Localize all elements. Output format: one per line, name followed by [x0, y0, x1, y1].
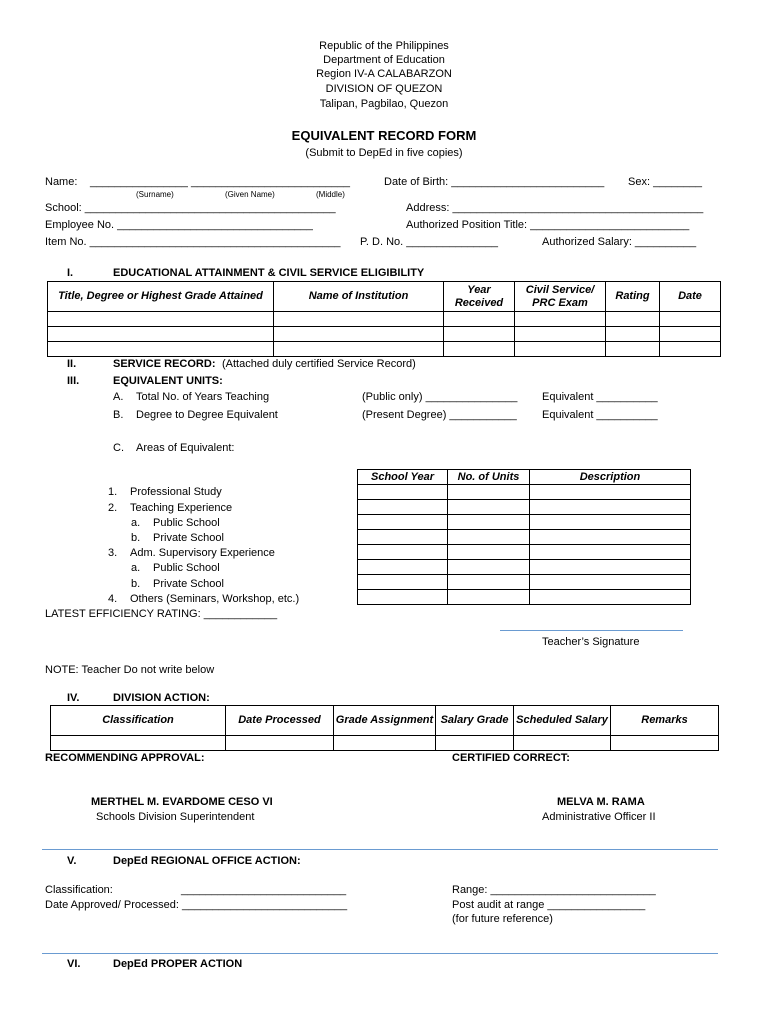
- item-a-text: Total No. of Years Teaching: [136, 391, 270, 403]
- col-scheduled-salary: Scheduled Salary: [514, 706, 611, 736]
- item-c-letter: C.: [113, 442, 124, 454]
- section-iv-number: IV.: [67, 692, 80, 704]
- section-i-number: I.: [67, 267, 74, 279]
- list-item: Others (Seminars, Workshop, etc.): [130, 593, 300, 605]
- list-item: Professional Study: [130, 486, 222, 498]
- section-v-number: V.: [67, 855, 77, 867]
- date-approved-field[interactable]: Date Approved/ Processed: ___________________________: [45, 899, 348, 911]
- section-vi-number: VI.: [67, 958, 81, 970]
- form-subtitle: (Submit to DepEd in five copies): [305, 147, 463, 159]
- section-ii-label: SERVICE RECORD:: [113, 358, 216, 370]
- school-field[interactable]: School: _________________________________________: [45, 202, 336, 214]
- section-iii-label: EQUIVALENT UNITS:: [113, 375, 223, 387]
- list-number: a.: [131, 562, 141, 574]
- col-civil-service: Civil Service/ PRC Exam: [515, 282, 606, 312]
- equivalent-units-table: [357, 469, 691, 605]
- table-row[interactable]: [51, 736, 719, 751]
- header-address: Talipan, Pagbilao, Quezon: [319, 98, 449, 110]
- table-row[interactable]: [48, 327, 721, 342]
- surname-caption: (Surname): [136, 190, 174, 199]
- post-audit-field[interactable]: Post audit at range ________________: [452, 899, 646, 911]
- col-description: Description: [530, 470, 691, 485]
- list-item: Teaching Experience: [130, 502, 233, 514]
- equivalent-b-field[interactable]: Equivalent __________: [542, 409, 658, 421]
- range-field[interactable]: Range: ___________________________: [452, 884, 656, 896]
- item-a-letter: A.: [113, 391, 124, 403]
- officer-title: Administrative Officer II: [542, 811, 656, 823]
- section-iv-label: DIVISION ACTION:: [113, 692, 210, 704]
- col-salary-grade: Salary Grade: [436, 706, 514, 736]
- list-item: Public School: [153, 562, 220, 574]
- list-number: 2.: [108, 502, 118, 514]
- list-number: 4.: [108, 593, 118, 605]
- superintendent-title: Schools Division Superintendent: [96, 811, 255, 823]
- col-year-received: Year Received: [444, 282, 515, 312]
- given-name-caption: (Given Name): [225, 190, 275, 199]
- header-division: DIVISION OF QUEZON: [325, 83, 443, 95]
- classification-field[interactable]: ___________________________: [181, 884, 347, 896]
- address-field[interactable]: Address: _________________________________________: [406, 202, 704, 214]
- classification-label: Classification:: [45, 884, 113, 896]
- table-row[interactable]: [358, 485, 691, 500]
- authorized-salary-field[interactable]: Authorized Salary: __________: [542, 236, 697, 248]
- col-grade-assignment: Grade Assignment: [334, 706, 436, 736]
- list-item: Private School: [153, 532, 224, 544]
- section-vi-label: DepEd PROPER ACTION: [113, 958, 243, 970]
- list-number: b.: [131, 532, 141, 544]
- certified-correct-label: CERTIFIED CORRECT:: [452, 752, 570, 764]
- item-c-text: Areas of Equivalent:: [136, 442, 235, 454]
- table-row[interactable]: [358, 545, 691, 560]
- list-item: Adm. Supervisory Experience: [130, 547, 275, 559]
- item-no-field[interactable]: Item No. _________________________________________: [45, 236, 341, 248]
- list-item: Public School: [153, 517, 220, 529]
- table-row[interactable]: [358, 500, 691, 515]
- col-classification: Classification: [51, 706, 226, 736]
- future-reference-note: (for future reference): [452, 913, 553, 925]
- list-number: b.: [131, 578, 141, 590]
- recommending-approval-label: RECOMMENDING APPROVAL:: [45, 752, 205, 764]
- note-text: NOTE: Teacher Do not write below: [45, 664, 215, 676]
- col-title-degree: Title, Degree or Highest Grade Attained: [48, 282, 274, 312]
- pd-no-field[interactable]: P. D. No. _______________: [360, 236, 499, 248]
- list-number: 3.: [108, 547, 118, 559]
- section-v-label: DepEd REGIONAL OFFICE ACTION:: [113, 855, 301, 867]
- public-only-field[interactable]: (Public only) _______________: [362, 391, 518, 403]
- form-title: EQUIVALENT RECORD FORM: [291, 128, 477, 143]
- table-row[interactable]: [358, 530, 691, 545]
- signature-line[interactable]: [500, 630, 683, 631]
- list-number: 1.: [108, 486, 118, 498]
- divider-line: [42, 953, 718, 954]
- col-rating: Rating: [606, 282, 660, 312]
- equivalent-a-field[interactable]: Equivalent __________: [542, 391, 658, 403]
- divider-line: [42, 849, 718, 850]
- section-iii-number: III.: [67, 375, 80, 387]
- position-title-field[interactable]: Authorized Position Title: __________________________: [406, 219, 690, 231]
- table-row[interactable]: [48, 312, 721, 327]
- table-row[interactable]: [358, 515, 691, 530]
- item-b-text: Degree to Degree Equivalent: [136, 409, 278, 421]
- col-school-year: School Year: [358, 470, 448, 485]
- sex-field[interactable]: Sex: ________: [628, 176, 703, 188]
- table-row[interactable]: [358, 560, 691, 575]
- col-date-processed: Date Processed: [226, 706, 334, 736]
- efficiency-rating-field[interactable]: LATEST EFFICIENCY RATING: ____________: [45, 608, 278, 620]
- name-field[interactable]: ________________ __________________________: [90, 176, 350, 188]
- present-degree-field[interactable]: (Present Degree) ___________: [362, 409, 517, 421]
- table-row[interactable]: [48, 342, 721, 357]
- teacher-signature-label: Teacher’s Signature: [542, 636, 640, 648]
- list-number: a.: [131, 517, 141, 529]
- col-remarks: Remarks: [611, 706, 719, 736]
- name-label: Name:: [45, 176, 78, 188]
- section-ii-note: (Attached duly certified Service Record): [222, 358, 416, 370]
- header-region: Region IV-A CALABARZON: [316, 68, 452, 80]
- education-table: [47, 281, 721, 357]
- officer-name: MELVA M. RAMA: [557, 796, 645, 808]
- middle-caption: (Middle): [316, 190, 345, 199]
- table-row[interactable]: [358, 575, 691, 590]
- list-item: Private School: [153, 578, 224, 590]
- col-no-of-units: No. of Units: [448, 470, 530, 485]
- employee-no-field[interactable]: Employee No. ________________________________: [45, 219, 313, 231]
- col-institution: Name of Institution: [274, 282, 444, 312]
- table-row[interactable]: [358, 590, 691, 605]
- section-ii-number: II.: [67, 358, 77, 370]
- item-b-letter: B.: [113, 409, 124, 421]
- date-of-birth-field[interactable]: Date of Birth: _________________________: [384, 176, 605, 188]
- division-action-table: [50, 705, 719, 751]
- col-date: Date: [660, 282, 721, 312]
- header-department: Department of Education: [323, 54, 445, 66]
- superintendent-name: MERTHEL M. EVARDOME CESO VI: [91, 796, 273, 808]
- header-republic: Republic of the Philippines: [319, 40, 449, 52]
- section-i-label: EDUCATIONAL ATTAINMENT & CIVIL SERVICE ELIGIBILITY: [113, 267, 425, 279]
